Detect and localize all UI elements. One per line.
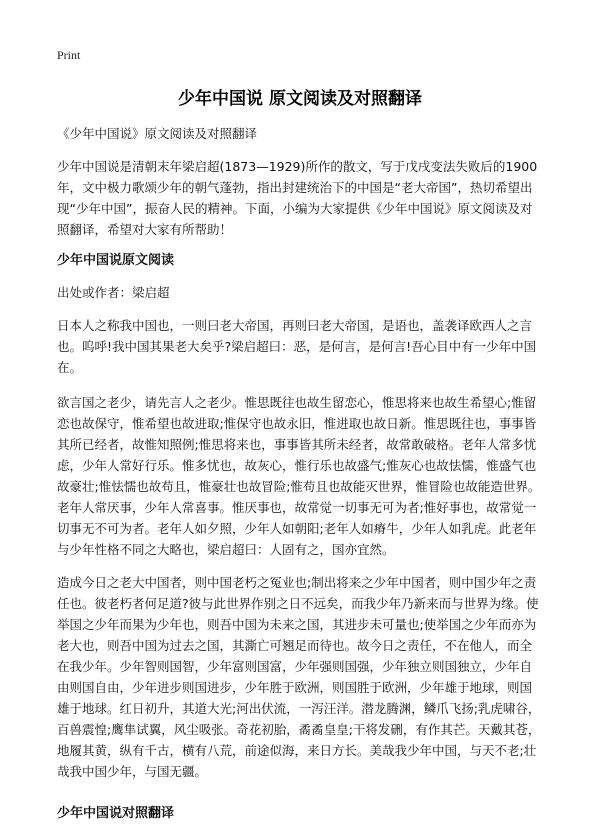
section-heading-original: 少年中国说原文阅读 (57, 253, 175, 268)
document-subtitle: 《少年中国说》原文阅读及对照翻译 (57, 126, 258, 141)
section-heading-translation: 少年中国说对照翻译 (57, 806, 175, 821)
text-paragraph: 日本人之称我中国也，一则曰老大帝国，再则曰老大帝国，是语也，盖袭译欧西人之言也。呜呼!我中国其果老大矣乎?梁启超曰：恶，是何言，是何言!吾心目中有一少年中国在。 (57, 318, 537, 375)
author-line: 出处或作者：梁启超 (57, 285, 170, 300)
text-paragraph: 造成今日之老大中国者，则中国老朽之冤业也;制出将来之少年中国者，则中国少年之责任也。彼老朽者何足道?彼与此世界作别之日不远矣，而我少年乃新来而与世界为缘。使举国之少年而果为少年也，则吾中国为未来之国，其进步未可量也;使举国之少年而亦为老大也，则吾中国为过去之国，其澌亡可翘足而待也。故今日之责任，不在他人，而全在我少年。少年智则国智，少年富则国富，少年强则国强，少年独立则国独立，少年自由则国自由，少年进步则国进步，少年胜于欧洲，则国胜于欧洲，少年雄于地球，则国雄于地球。红日初升，其道大光;河出伏流，一泻汪洋。潜龙腾渊，鳞爪飞扬;乳虎啸谷，百兽震惶;鹰隼试翼，风尘吸张。奇花初胎，矞矞皇皇;干将发硎，有作其芒。天戴其苍，地履其黄，纵有千古，横有八荒，前途似海，来日方长。美哉我少年中国，与天不老;壮哉我中国少年，与国无疆。 (57, 575, 541, 779)
print-link[interactable]: Print (57, 48, 81, 62)
document-body (57, 123, 543, 835)
text-paragraph: 欲言国之老少，请先言人之老少。惟思既往也故生留恋心，惟思将来也故生希望心;惟留恋也故保守，惟希望也故进取;惟保守也故永旧，惟进取也故日新。惟思既往也，事事皆其所已经者，故惟知照例;惟思将来也，事事皆其所未经者，故常敢破格。老年人常多忧虑，少年人常好行乐。惟多忧也，故灰心，惟行乐也故盛气;惟灰心也故怯懦，惟盛气也故豪壮;惟怯懦也故苟且，惟豪壮也故冒险;惟苟且也故能灭世界，惟冒险也故能造世界。老年人常厌事，少年人常喜事。惟厌事也，故常觉一切事无可为者;惟好事也，故常觉一切事无不可为者。老年人如夕照，少年人如朝阳;老年人如瘠牛，少年人如乳虎。此老年与少年性格不同之大略也，梁启超曰：人固有之，国亦宜然。 (57, 395, 541, 557)
page-title: 少年中国说 原文阅读及对照翻译 (178, 89, 422, 109)
intro-paragraph: 少年中国说是清朝末年梁启超(1873—1929)所作的散文，写于戊戌变法失败后的1900年，文中极力歌颂少年的朝气蓬勃，指出封建统治下的中国是“老大帝国”，热切希望出现“少年中国”，振奋人民的精神。下面，小编为大家提供《少年中国说》原文阅读及对照翻译，希望对大家有所帮助！ (57, 159, 538, 237)
